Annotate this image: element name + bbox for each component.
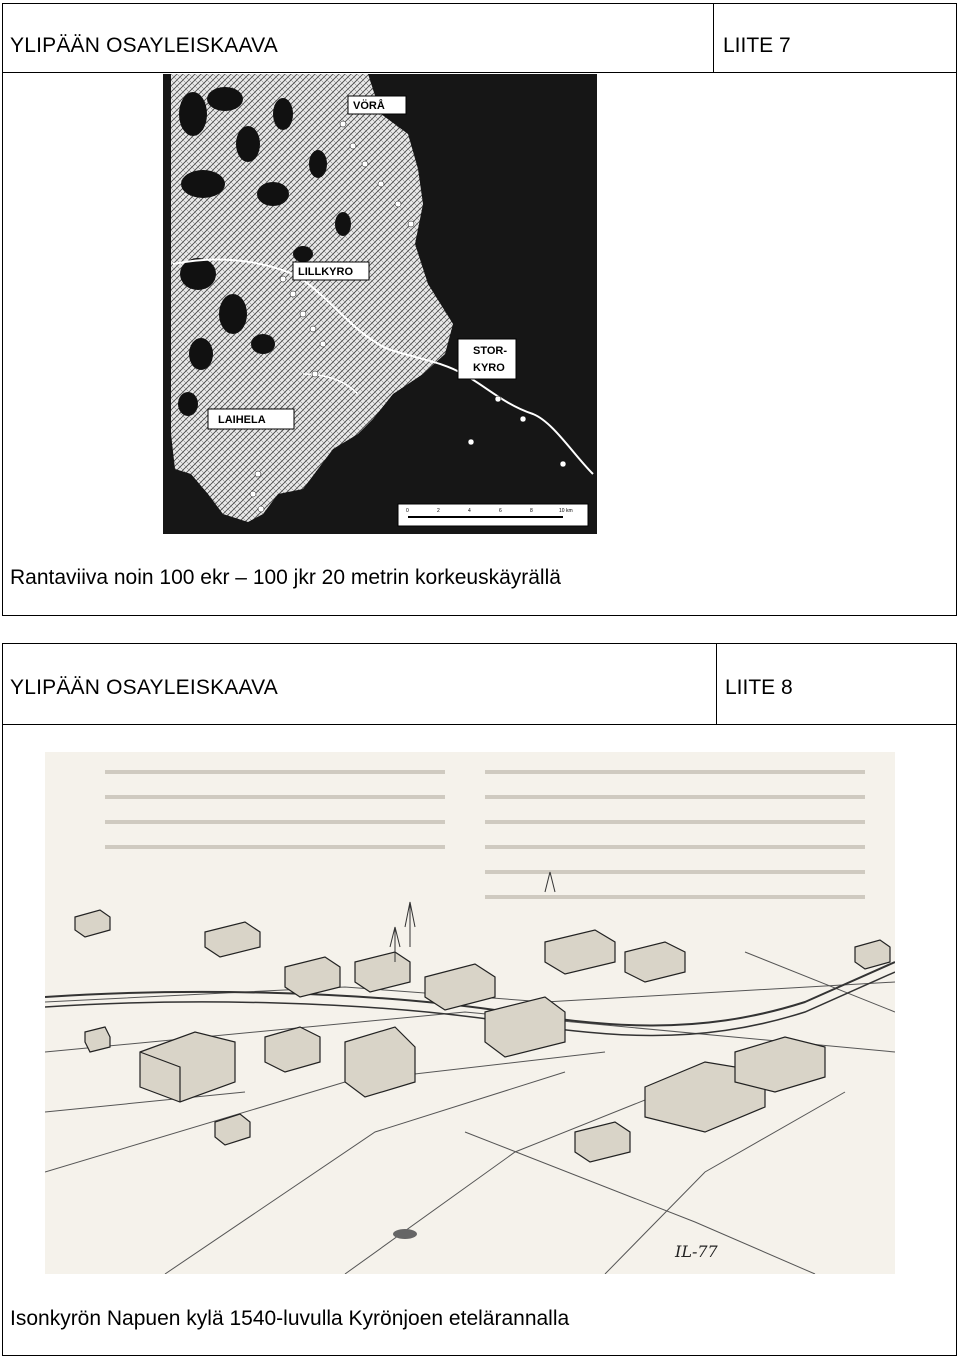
shoreline-map-figure <box>153 74 597 534</box>
land-area <box>171 74 453 522</box>
plan-title: YLIPÄÄN OSAYLEISKAAVA <box>10 34 278 57</box>
village-sketch <box>45 752 895 1274</box>
label-stor: STOR- <box>473 345 508 357</box>
shoreline-map <box>153 74 597 534</box>
map-scale-bar <box>398 504 588 526</box>
artist-signature: IL-77 <box>675 1242 718 1261</box>
sketch-caption: Isonkyrön Napuen kylä 1540-luvulla Kyrönjoen etelärannalla <box>10 1307 570 1330</box>
plan-title: YLIPÄÄN OSAYLEISKAAVA <box>10 676 278 699</box>
label-kyro: KYRO <box>473 362 505 374</box>
appendix-label: LIITE 7 <box>723 34 791 57</box>
appendix-7-sheet <box>2 3 957 616</box>
header-divider <box>716 644 717 724</box>
label-laihela: LAIHELA <box>218 414 266 426</box>
svg-text:4: 4 <box>468 508 471 514</box>
appendix-7-header <box>3 4 956 73</box>
svg-text:8: 8 <box>530 508 533 514</box>
appendix-8-sheet <box>2 643 957 1356</box>
header-divider <box>713 4 714 72</box>
svg-text:6: 6 <box>499 508 502 514</box>
svg-text:10 km: 10 km <box>559 508 573 514</box>
svg-text:2: 2 <box>437 508 440 514</box>
appendix-label: LIITE 8 <box>725 676 793 699</box>
label-vora: VÖRÅ <box>353 100 385 112</box>
appendix-8-header <box>3 644 956 725</box>
map-caption: Rantaviiva noin 100 ekr – 100 jkr 20 metrin korkeuskäyrällä <box>10 566 561 589</box>
svg-text:0: 0 <box>406 508 409 514</box>
label-lillkyro: LILLKYRO <box>298 266 353 278</box>
village-sketch-figure <box>45 752 895 1274</box>
